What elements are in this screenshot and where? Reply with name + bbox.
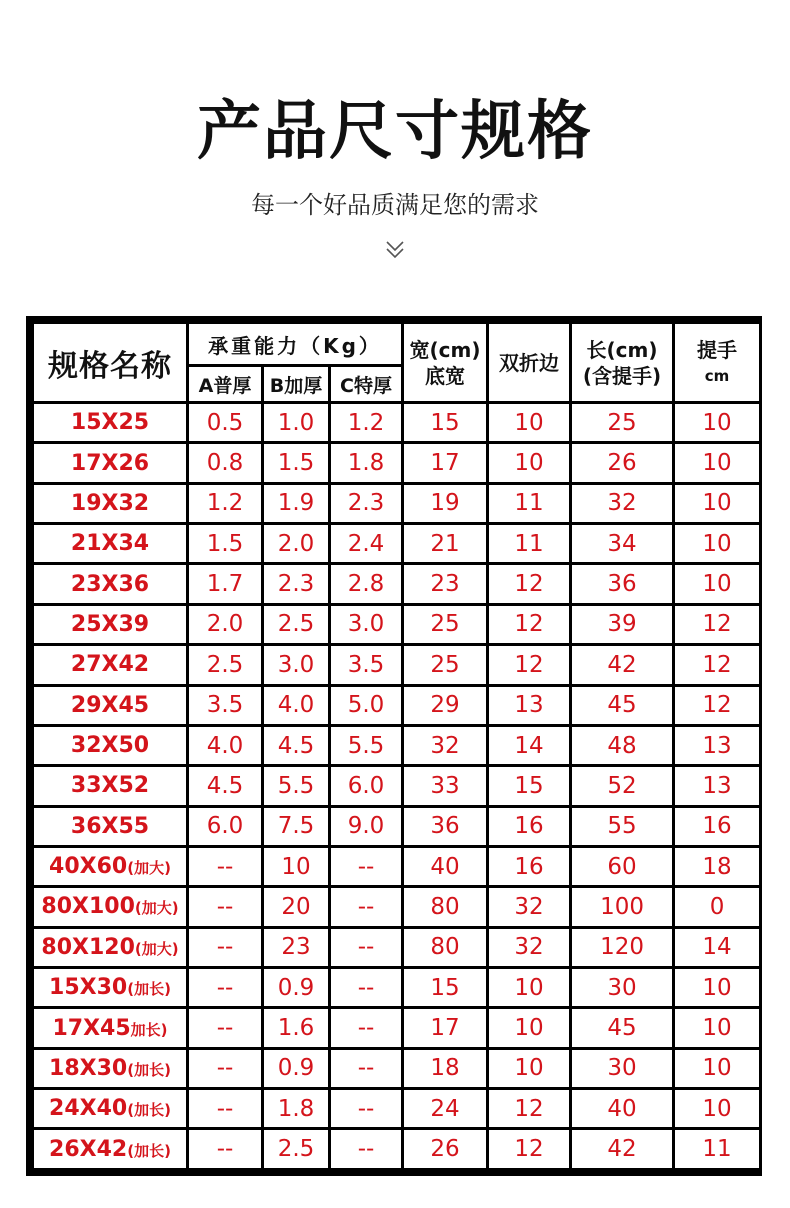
cell-width: 29 xyxy=(404,687,486,724)
cell-handle: 16 xyxy=(675,808,759,845)
table-row xyxy=(34,565,759,602)
cell-spec-name xyxy=(34,808,186,845)
cell-capacity-a: 1.5 xyxy=(189,525,261,562)
cell-length: 36 xyxy=(572,565,672,602)
cell-length: 39 xyxy=(572,606,672,643)
header-capacity-c: C特厚 xyxy=(331,367,401,401)
cell-capacity-b: 1.9 xyxy=(264,485,328,522)
cell-capacity-b: 5.5 xyxy=(264,767,328,804)
cell-capacity-c: -- xyxy=(331,1050,401,1087)
cell-capacity-a: 2.0 xyxy=(189,606,261,643)
cell-handle: 10 xyxy=(675,565,759,602)
cell-length: 32 xyxy=(572,485,672,522)
header-length-bottom: (含提手) xyxy=(582,363,662,388)
cell-width: 15 xyxy=(404,404,486,441)
cell-handle: 18 xyxy=(675,848,759,885)
cell-capacity-c: -- xyxy=(331,1009,401,1046)
page-subtitle: 每一个好品质满足您的需求 xyxy=(251,191,539,219)
header-width-top: 宽(cm) xyxy=(409,337,481,362)
cell-handle: 0 xyxy=(675,888,759,925)
cell-fold: 16 xyxy=(489,808,569,845)
table-row xyxy=(34,969,759,1006)
cell-capacity-b: 1.5 xyxy=(264,444,328,481)
spec-name-suffix: (加长) xyxy=(127,1141,171,1160)
cell-capacity-c: 2.4 xyxy=(331,525,401,562)
cell-width: 26 xyxy=(404,1130,486,1168)
cell-spec-name xyxy=(34,444,186,481)
cell-capacity-b: 7.5 xyxy=(264,808,328,845)
cell-fold: 12 xyxy=(489,1130,569,1168)
cell-width: 15 xyxy=(404,969,486,1006)
cell-capacity-c: 1.8 xyxy=(331,444,401,481)
cell-handle: 10 xyxy=(675,485,759,522)
cell-width: 24 xyxy=(404,1090,486,1127)
cell-capacity-c: 5.5 xyxy=(331,727,401,764)
cell-width: 32 xyxy=(404,727,486,764)
spec-name-text: 36X55 xyxy=(70,813,150,839)
cell-capacity-a: -- xyxy=(189,1009,261,1046)
cell-capacity-a: -- xyxy=(189,969,261,1006)
cell-length: 34 xyxy=(572,525,672,562)
header-length xyxy=(572,324,672,401)
spec-name-text: 33X52 xyxy=(70,773,150,799)
spec-name-text: 15X30 xyxy=(49,975,128,1001)
cell-length: 45 xyxy=(572,687,672,724)
cell-spec-name xyxy=(34,1130,186,1168)
cell-capacity-c: -- xyxy=(331,969,401,1006)
cell-spec-name xyxy=(34,404,186,441)
table-row xyxy=(34,1009,759,1046)
cell-spec-name xyxy=(34,1009,186,1046)
cell-capacity-b: 3.0 xyxy=(264,646,328,683)
cell-handle: 13 xyxy=(675,767,759,804)
spec-name-text: 25X39 xyxy=(70,611,150,637)
cell-length: 26 xyxy=(572,444,672,481)
spec-name-text: 80X120 xyxy=(41,934,135,960)
table-row xyxy=(34,525,759,562)
cell-capacity-c: 9.0 xyxy=(331,808,401,845)
cell-fold: 12 xyxy=(489,606,569,643)
cell-capacity-b: 1.6 xyxy=(264,1009,328,1046)
cell-capacity-a: -- xyxy=(189,1130,261,1168)
cell-capacity-c: 2.8 xyxy=(331,565,401,602)
cell-capacity-a: 0.5 xyxy=(189,404,261,441)
table-row xyxy=(34,888,759,925)
table-row xyxy=(34,848,759,885)
spec-name-text: 29X45 xyxy=(70,692,150,718)
spec-name-text: 24X40 xyxy=(49,1096,128,1122)
cell-capacity-a: -- xyxy=(189,888,261,925)
cell-fold: 11 xyxy=(489,525,569,562)
cell-length: 45 xyxy=(572,1009,672,1046)
cell-capacity-a: 0.8 xyxy=(189,444,261,481)
cell-width: 25 xyxy=(404,646,486,683)
cell-spec-name xyxy=(34,969,186,1006)
spec-name-text: 18X30 xyxy=(49,1055,128,1081)
cell-capacity-a: -- xyxy=(189,929,261,966)
cell-capacity-c: 5.0 xyxy=(331,687,401,724)
cell-handle: 10 xyxy=(675,1090,759,1127)
cell-length: 42 xyxy=(572,646,672,683)
cell-fold: 10 xyxy=(489,1050,569,1087)
header-fold: 双折边 xyxy=(489,324,569,401)
table-row xyxy=(34,1090,759,1127)
cell-capacity-c: -- xyxy=(331,1090,401,1127)
cell-spec-name xyxy=(34,525,186,562)
cell-width: 80 xyxy=(404,929,486,966)
cell-handle: 14 xyxy=(675,929,759,966)
header-spec-name: 规格名称 xyxy=(34,324,186,401)
cell-capacity-a: -- xyxy=(189,1090,261,1127)
cell-handle: 12 xyxy=(675,646,759,683)
cell-width: 21 xyxy=(404,525,486,562)
page-title: 产品尺寸规格 xyxy=(197,95,593,169)
header-length-top: 长(cm) xyxy=(586,337,658,362)
cell-spec-name xyxy=(34,1090,186,1127)
cell-length: 42 xyxy=(572,1130,672,1168)
cell-capacity-a: 6.0 xyxy=(189,808,261,845)
cell-length: 40 xyxy=(572,1090,672,1127)
spec-name-text: 17X45 xyxy=(52,1015,131,1041)
header-handle xyxy=(675,324,759,401)
cell-capacity-b: 2.0 xyxy=(264,525,328,562)
cell-spec-name xyxy=(34,485,186,522)
cell-width: 23 xyxy=(404,565,486,602)
cell-handle: 10 xyxy=(675,1009,759,1046)
table-row xyxy=(34,808,759,845)
table-row xyxy=(34,1050,759,1087)
table-row xyxy=(34,646,759,683)
cell-capacity-a: 1.7 xyxy=(189,565,261,602)
spec-name-text: 19X32 xyxy=(70,490,150,516)
cell-spec-name xyxy=(34,606,186,643)
cell-fold: 12 xyxy=(489,646,569,683)
table-row xyxy=(34,767,759,804)
cell-width: 33 xyxy=(404,767,486,804)
table-row xyxy=(34,485,759,522)
cell-capacity-a: 2.5 xyxy=(189,646,261,683)
spec-name-text: 23X36 xyxy=(70,571,150,597)
spec-name-text: 15X25 xyxy=(70,410,150,436)
cell-length: 120 xyxy=(572,929,672,966)
cell-capacity-b: 0.9 xyxy=(264,1050,328,1087)
cell-capacity-c: -- xyxy=(331,848,401,885)
cell-spec-name xyxy=(34,565,186,602)
header-width-bottom: 底宽 xyxy=(425,363,466,388)
cell-fold: 10 xyxy=(489,404,569,441)
cell-spec-name xyxy=(34,727,186,764)
cell-width: 19 xyxy=(404,485,486,522)
spec-name-text: 26X42 xyxy=(49,1136,128,1162)
cell-spec-name xyxy=(34,767,186,804)
spec-name-suffix: (加大) xyxy=(134,899,179,918)
cell-fold: 32 xyxy=(489,888,569,925)
cell-length: 55 xyxy=(572,808,672,845)
cell-handle: 10 xyxy=(675,969,759,1006)
cell-width: 17 xyxy=(404,444,486,481)
cell-length: 30 xyxy=(572,1050,672,1087)
cell-capacity-c: -- xyxy=(331,1130,401,1168)
cell-spec-name xyxy=(34,646,186,683)
cell-fold: 14 xyxy=(489,727,569,764)
spec-name-suffix: (加长) xyxy=(127,1101,171,1120)
header-handle-bottom: cm xyxy=(704,366,730,385)
cell-handle: 11 xyxy=(675,1130,759,1168)
spec-name-suffix: (加长) xyxy=(127,1060,171,1079)
spec-name-suffix: (加大) xyxy=(134,939,179,958)
cell-length: 25 xyxy=(572,404,672,441)
cell-capacity-a: 4.0 xyxy=(189,727,261,764)
cell-fold: 10 xyxy=(489,444,569,481)
cell-width: 40 xyxy=(404,848,486,885)
cell-capacity-c: -- xyxy=(331,888,401,925)
header-capacity-b: B加厚 xyxy=(264,367,328,401)
spec-name-suffix: (加大) xyxy=(127,859,171,878)
spec-name-suffix: (加长) xyxy=(127,980,171,999)
cell-width: 25 xyxy=(404,606,486,643)
spec-name-text: 32X50 xyxy=(70,733,150,759)
table-row xyxy=(34,929,759,966)
cell-capacity-c: 6.0 xyxy=(331,767,401,804)
cell-spec-name xyxy=(34,929,186,966)
cell-capacity-a: 4.5 xyxy=(189,767,261,804)
spec-table-frame xyxy=(26,316,762,1176)
spec-name-text: 17X26 xyxy=(70,450,150,476)
cell-spec-name xyxy=(34,888,186,925)
cell-capacity-b: 4.5 xyxy=(264,727,328,764)
cell-capacity-b: 0.9 xyxy=(264,969,328,1006)
cell-width: 17 xyxy=(404,1009,486,1046)
cell-spec-name xyxy=(34,1050,186,1087)
spec-name-suffix: 加长) xyxy=(130,1020,168,1039)
cell-capacity-b: 4.0 xyxy=(264,687,328,724)
cell-length: 100 xyxy=(572,888,672,925)
cell-capacity-b: 1.0 xyxy=(264,404,328,441)
cell-spec-name xyxy=(34,687,186,724)
spec-table xyxy=(31,321,762,1171)
table-row xyxy=(34,1130,759,1168)
cell-capacity-b: 10 xyxy=(264,848,328,885)
cell-handle: 10 xyxy=(675,444,759,481)
header-capacity-a: A普厚 xyxy=(189,367,261,401)
cell-length: 30 xyxy=(572,969,672,1006)
cell-capacity-a: 1.2 xyxy=(189,485,261,522)
cell-capacity-b: 20 xyxy=(264,888,328,925)
spec-name-text: 40X60 xyxy=(49,854,128,880)
cell-capacity-c: 2.3 xyxy=(331,485,401,522)
cell-capacity-b: 2.3 xyxy=(264,565,328,602)
cell-fold: 11 xyxy=(489,485,569,522)
spec-table-body xyxy=(34,404,759,1168)
cell-capacity-c: -- xyxy=(331,929,401,966)
cell-capacity-a: -- xyxy=(189,848,261,885)
double-chevron-down-icon xyxy=(383,236,407,264)
cell-capacity-c: 3.0 xyxy=(331,606,401,643)
cell-capacity-b: 2.5 xyxy=(264,606,328,643)
cell-width: 18 xyxy=(404,1050,486,1087)
header-width xyxy=(404,324,486,401)
cell-fold: 32 xyxy=(489,929,569,966)
cell-capacity-c: 1.2 xyxy=(331,404,401,441)
cell-length: 52 xyxy=(572,767,672,804)
cell-width: 80 xyxy=(404,888,486,925)
cell-fold: 10 xyxy=(489,969,569,1006)
header-capacity: 承重能力（Kg） xyxy=(189,324,401,364)
table-row xyxy=(34,444,759,481)
cell-length: 48 xyxy=(572,727,672,764)
cell-width: 36 xyxy=(404,808,486,845)
cell-fold: 16 xyxy=(489,848,569,885)
cell-handle: 13 xyxy=(675,727,759,764)
spec-name-text: 80X100 xyxy=(41,894,135,920)
spec-name-text: 21X34 xyxy=(70,531,150,557)
cell-length: 60 xyxy=(572,848,672,885)
table-row xyxy=(34,606,759,643)
cell-capacity-b: 1.8 xyxy=(264,1090,328,1127)
cell-capacity-a: 3.5 xyxy=(189,687,261,724)
cell-fold: 15 xyxy=(489,767,569,804)
cell-handle: 12 xyxy=(675,687,759,724)
cell-handle: 12 xyxy=(675,606,759,643)
header-handle-top: 提手 xyxy=(697,337,738,362)
cell-handle: 10 xyxy=(675,525,759,562)
cell-fold: 13 xyxy=(489,687,569,724)
cell-capacity-a: -- xyxy=(189,1050,261,1087)
spec-name-text: 27X42 xyxy=(70,652,150,678)
cell-fold: 10 xyxy=(489,1009,569,1046)
table-row xyxy=(34,687,759,724)
cell-fold: 12 xyxy=(489,565,569,602)
cell-handle: 10 xyxy=(675,404,759,441)
table-row xyxy=(34,727,759,764)
cell-fold: 12 xyxy=(489,1090,569,1127)
cell-handle: 10 xyxy=(675,1050,759,1087)
cell-capacity-b: 2.5 xyxy=(264,1130,328,1168)
cell-capacity-b: 23 xyxy=(264,929,328,966)
cell-spec-name xyxy=(34,848,186,885)
cell-capacity-c: 3.5 xyxy=(331,646,401,683)
table-row xyxy=(34,404,759,441)
